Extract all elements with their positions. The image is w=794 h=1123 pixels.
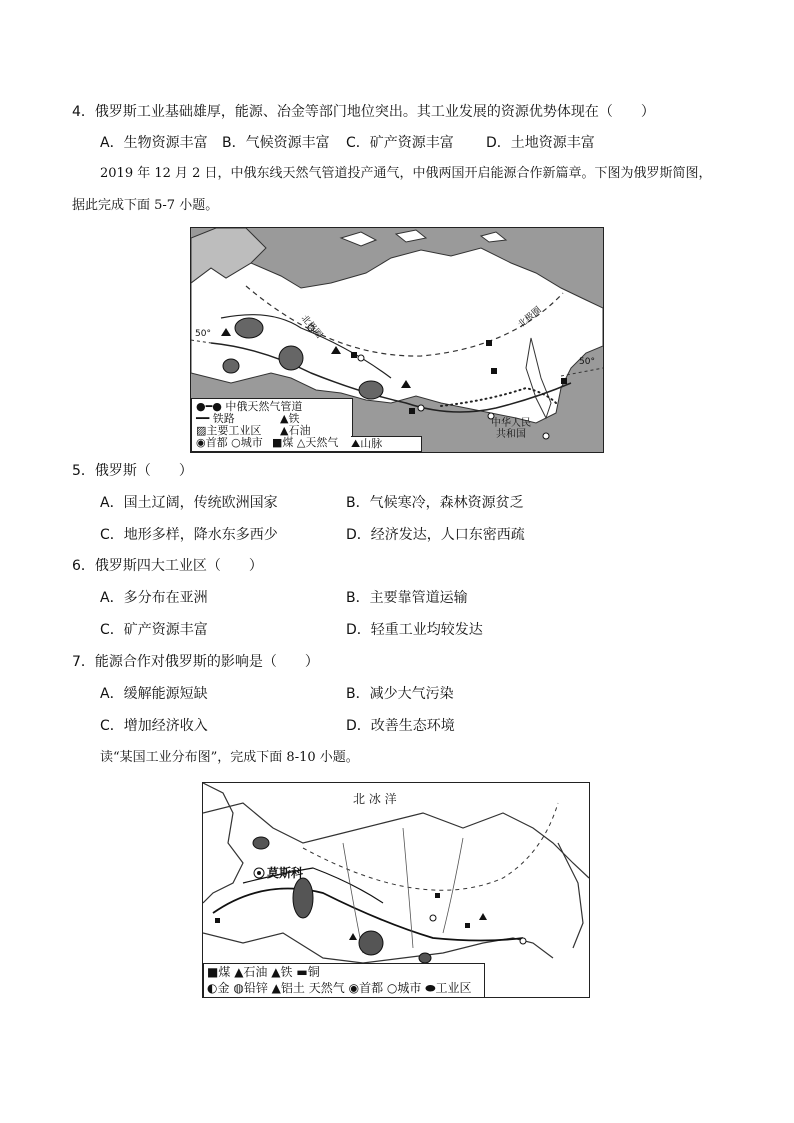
iron-icon: ▲ xyxy=(271,965,281,979)
question-7-stem: 7．能源合作对俄罗斯的影响是（ ） xyxy=(72,654,319,670)
leadzinc-icon: ◍ xyxy=(233,981,244,995)
question-6-stem: 6．俄罗斯四大工业区（ ） xyxy=(72,558,263,574)
legend-gas: 天然气 xyxy=(308,981,345,995)
q7-option-b[interactable]: B．减少大气污染 xyxy=(346,686,454,702)
legend-gas: 天然气 xyxy=(305,436,339,449)
coal-mark xyxy=(409,408,415,414)
q7-option-c[interactable]: C．增加经济收入 xyxy=(100,718,208,734)
city-mark xyxy=(358,355,364,361)
coal-mark xyxy=(351,352,357,358)
arctic-circle-label-east: 北极圈 xyxy=(516,305,544,331)
question-5-stem: 5．俄罗斯（ ） xyxy=(72,463,193,479)
city-icon: ○ xyxy=(386,981,398,995)
intro-text-2: 读“某国工业分布图”，完成下面 8-10 小题。 xyxy=(100,750,359,765)
legend-capital: 首都 xyxy=(359,981,384,995)
gas-icon: △ xyxy=(296,436,306,449)
iron-icon: ▲ xyxy=(280,412,289,425)
industrial-zone-siberia xyxy=(419,953,431,963)
legend-coal: 煤 xyxy=(218,965,231,979)
gold-icon: ◐ xyxy=(207,981,218,995)
oil-icon: ▲ xyxy=(234,965,244,979)
industrial-zone-1 xyxy=(235,318,263,338)
map1-legend xyxy=(191,398,353,452)
legend-bauxite: 铝土 xyxy=(280,981,305,995)
q6-option-c[interactable]: C．矿产资源丰富 xyxy=(100,622,208,638)
industrial-zone-ural xyxy=(359,931,383,955)
coal-icon: ■ xyxy=(272,436,283,449)
industry-map xyxy=(202,782,590,998)
railway-icon: ━━ xyxy=(196,412,210,425)
city-mark xyxy=(418,405,424,411)
arctic-islands xyxy=(341,230,506,246)
industrial-zone-4 xyxy=(223,359,239,373)
kamchatka-outline xyxy=(558,843,583,948)
industrial-zone-2 xyxy=(279,346,303,370)
q6-option-b[interactable]: B．主要靠管道运输 xyxy=(346,590,468,606)
capital-icon: ◉ xyxy=(196,436,206,449)
q5-option-a[interactable]: A．国土辽阔，传统欧洲国家 xyxy=(100,495,278,511)
coal-icon: ■ xyxy=(207,965,219,979)
river xyxy=(443,838,463,933)
q5-option-b[interactable]: B．气候寒冷，森林资源贫乏 xyxy=(346,495,524,511)
scandinavia-outline xyxy=(203,783,243,903)
q4-option-d[interactable]: D．土地资源丰富 xyxy=(486,135,595,151)
arctic-circle-label: 北极圈 xyxy=(298,313,324,341)
city-mark xyxy=(520,938,526,944)
intro-text-1: 2019 年 12 月 2 日，中俄东线天然气管道投产通气，中俄两国开启能源合作新篇章。下图为俄罗斯简图， xyxy=(100,166,712,181)
industrial-zone-moscow xyxy=(253,837,269,849)
legend-oil: 石油 xyxy=(243,965,268,979)
russia-map xyxy=(190,227,604,453)
copper-icon: ▬ xyxy=(296,965,308,979)
q5-option-d[interactable]: D．经济发达，人口东密西疏 xyxy=(346,527,525,543)
pipeline-icon: ●━● xyxy=(196,400,222,413)
legend-iron: 铁 xyxy=(280,965,293,979)
oil-icon: ▲ xyxy=(280,424,289,437)
oil-mark xyxy=(349,933,357,940)
legend-copper: 铜 xyxy=(307,965,320,979)
coal-mark xyxy=(465,923,470,928)
ocean-label: 北 冰 洋 xyxy=(353,792,397,806)
industrial-zone-3 xyxy=(359,381,383,399)
q7-option-d[interactable]: D．改善生态环境 xyxy=(346,718,455,734)
q4-option-c[interactable]: C．矿产资源丰富 xyxy=(346,135,454,151)
legend-leadzinc: 铅锌 xyxy=(243,981,268,995)
legend-iron: 铁 xyxy=(288,412,300,425)
industrial-zone-volga xyxy=(293,878,313,918)
capital-mark-moscow-dot xyxy=(257,871,261,875)
coal-mark xyxy=(491,368,497,374)
q5-option-c[interactable]: C．地形多样，降水东多西少 xyxy=(100,527,278,543)
q6-option-d[interactable]: D．轻重工业均较发达 xyxy=(346,622,483,638)
q4-option-a[interactable]: A．生物资源丰富 xyxy=(100,135,208,151)
legend-mountain: 山脉 xyxy=(360,437,383,450)
city-mark xyxy=(543,433,549,439)
industrial-zone-icon: ⬬ xyxy=(425,981,436,995)
question-4-stem: 4．俄罗斯工业基础雄厚，能源、冶金等部门地位突出。其工业发展的资源优势体现在（ ） xyxy=(72,104,655,120)
coal-mark xyxy=(435,893,440,898)
q7-option-a[interactable]: A．缓解能源短缺 xyxy=(100,686,208,702)
intro-text-1b: 据此完成下面 5-7 小题。 xyxy=(72,198,219,213)
q4-option-b[interactable]: B．气候资源丰富 xyxy=(222,135,330,151)
city-mark xyxy=(430,915,436,921)
moscow-label: 莫斯科 xyxy=(267,866,304,880)
legend-capital: 首都 xyxy=(205,436,228,449)
legend-city: 城市 xyxy=(397,981,422,995)
city-icon: ○ xyxy=(231,436,241,449)
legend-city: 城市 xyxy=(240,436,263,449)
bauxite-icon: ▲ xyxy=(271,981,281,995)
coal-mark xyxy=(486,340,492,346)
legend-railway: 铁路 xyxy=(212,412,235,425)
legend-industrial: 主要工业区 xyxy=(206,424,262,437)
oil-mark xyxy=(479,913,487,920)
map1-legend-mountain xyxy=(351,436,422,452)
mountain-icon: ⛰ xyxy=(351,437,361,450)
legend-coal: 煤 xyxy=(282,436,294,449)
coal-mark xyxy=(215,918,220,923)
lat-50-label-west: 50° xyxy=(195,329,211,339)
coal-mark xyxy=(561,378,567,384)
map2-legend xyxy=(203,963,485,998)
legend-pipeline: 中俄天然气管道 xyxy=(225,400,303,413)
legend-industrial: 工业区 xyxy=(435,981,472,995)
legend-gold: 金 xyxy=(217,981,230,995)
legend-oil: 石油 xyxy=(288,424,311,437)
capital-icon: ◉ xyxy=(348,981,360,995)
q6-option-a[interactable]: A．多分布在亚洲 xyxy=(100,590,208,606)
lat-50-label-east: 50° xyxy=(579,357,595,367)
industrial-zone-icon: ▨ xyxy=(196,424,207,437)
china-label: 中华人民 共和国 xyxy=(491,418,531,440)
